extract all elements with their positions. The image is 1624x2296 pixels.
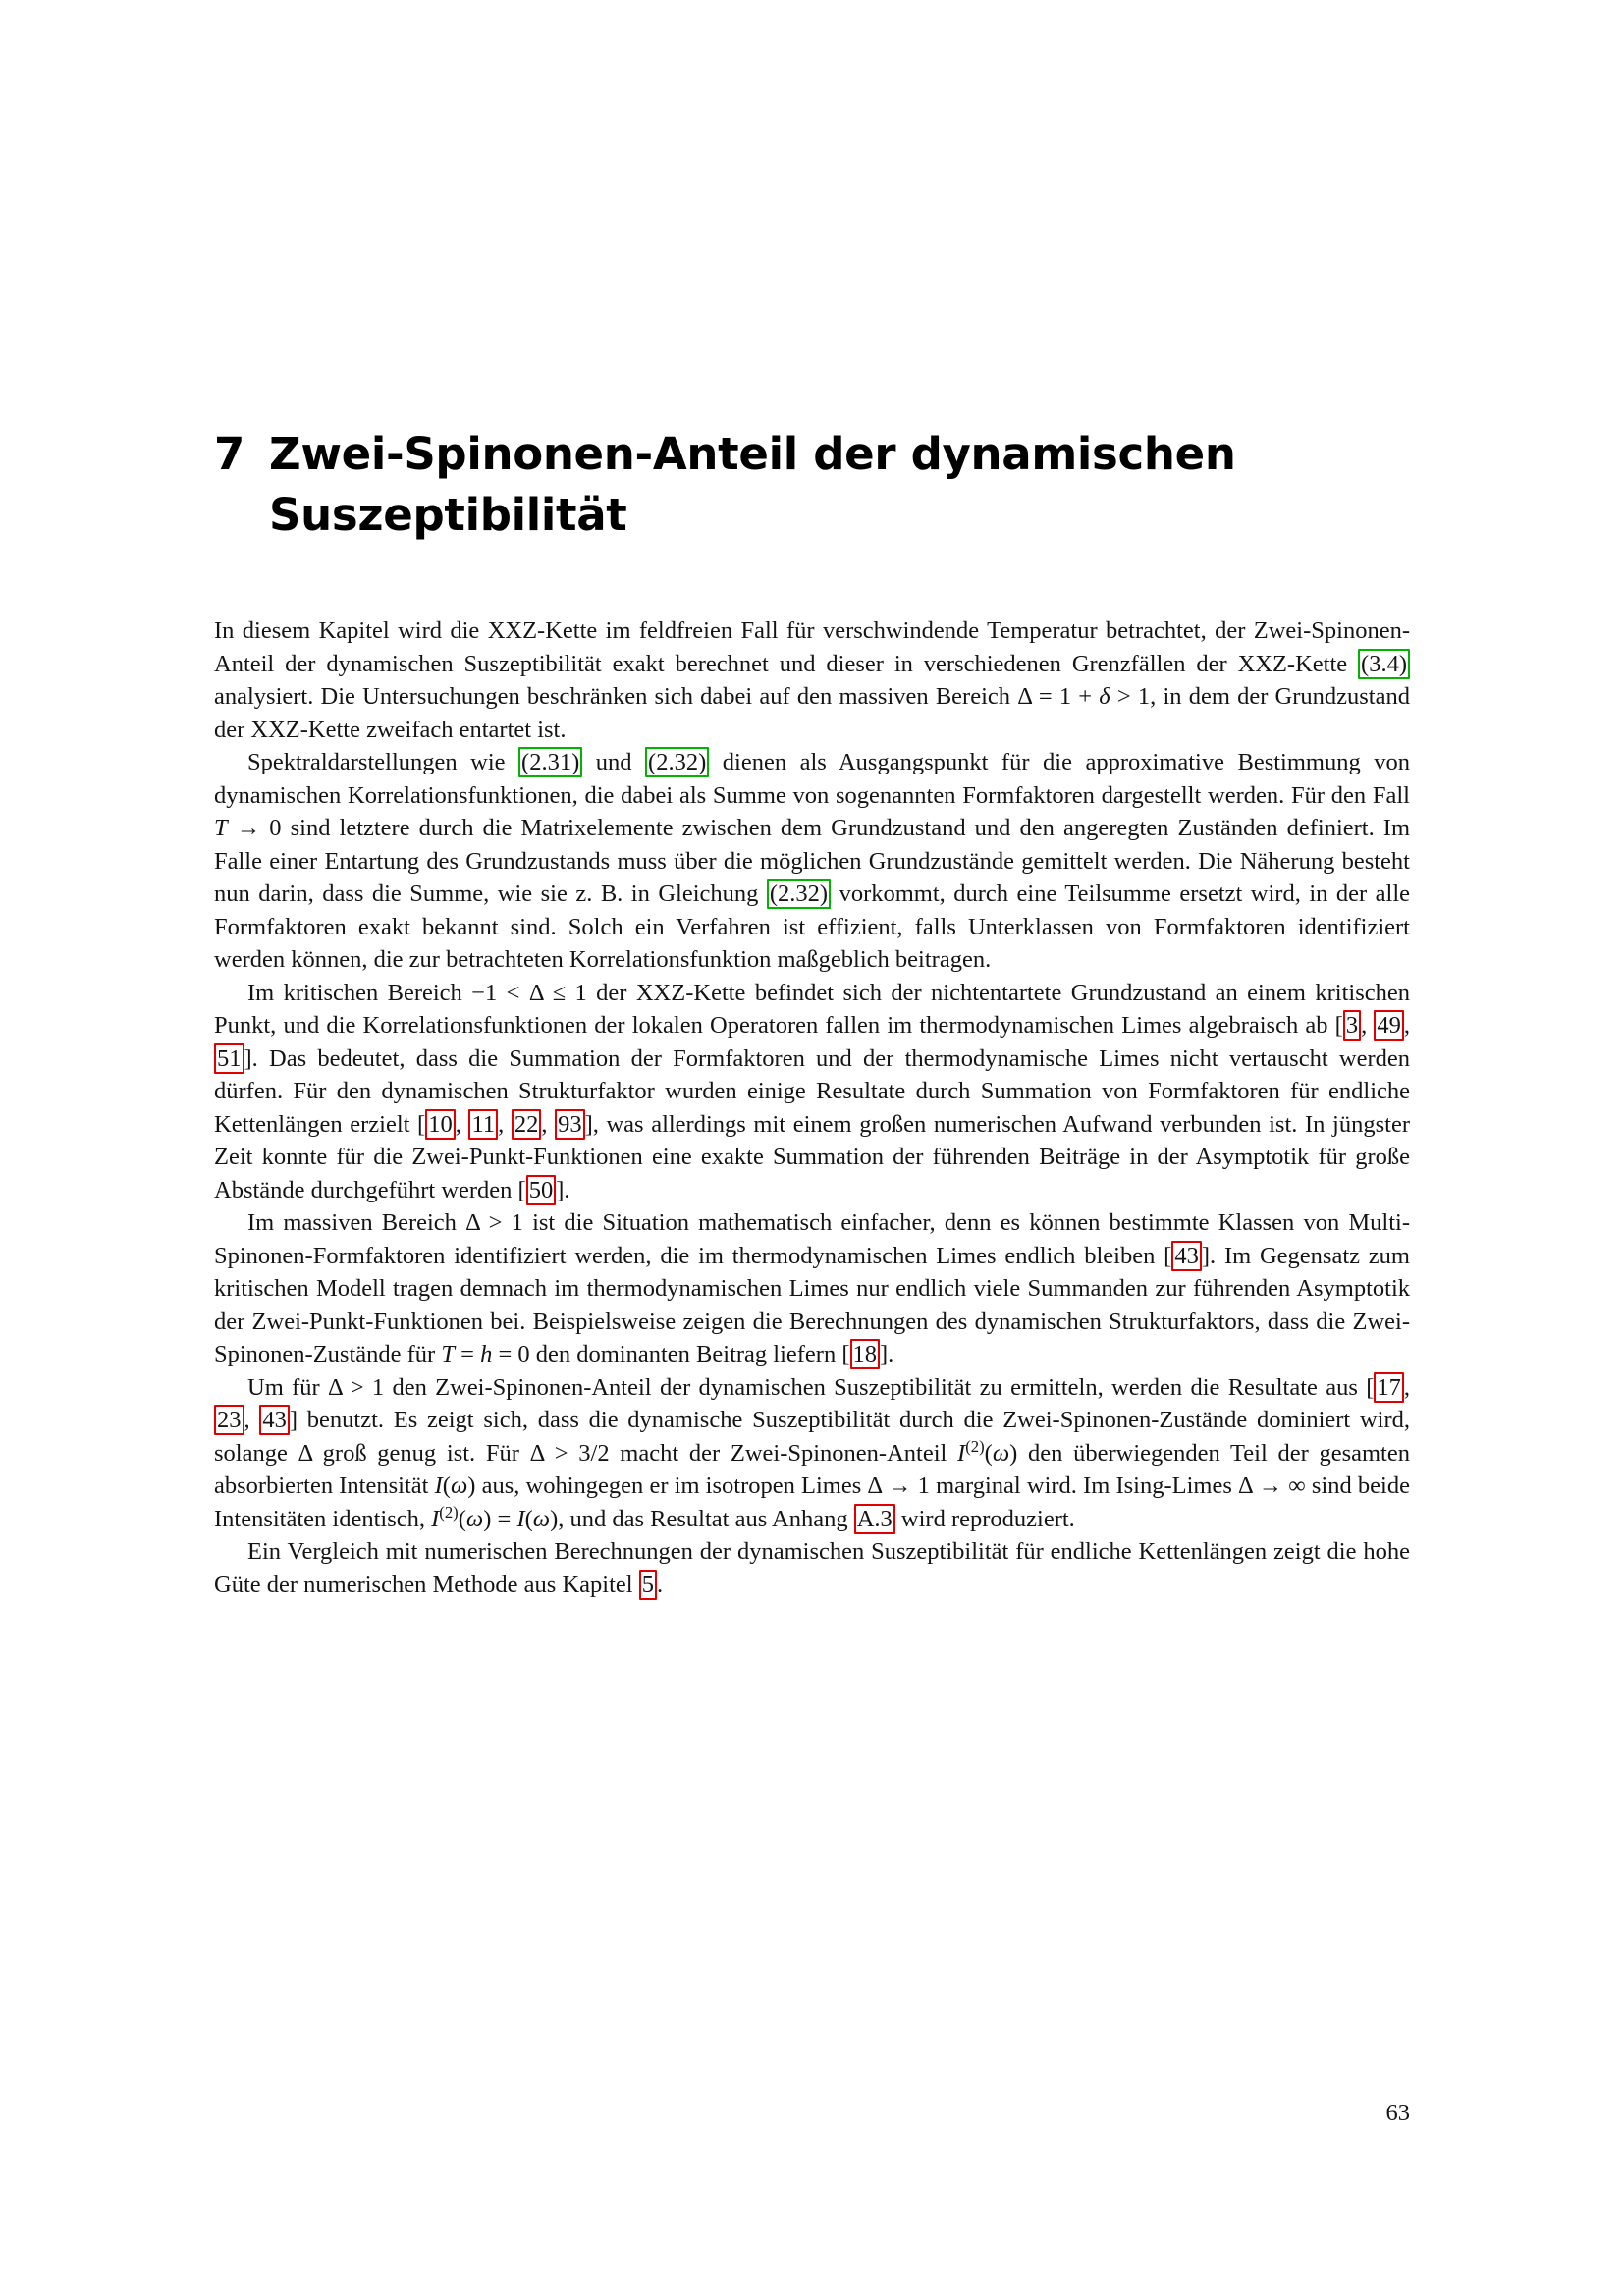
math-inline: T: [441, 1341, 455, 1368]
text-run: =: [454, 1341, 481, 1368]
math-superscript: (2): [965, 1436, 985, 1456]
math-inline: I: [516, 1505, 525, 1532]
text-run: ], was allerdings mit einem großen numerischen Aufwand verbunden ist. In jüngster Zeit konnte für die Zwei-Punkt-Funktionen eine exakte Summation der führenden Beiträge in der Asymptotik für große Abstände durchgeführt werden [: [214, 1110, 1410, 1203]
text-run: > 1, in dem der Grundzustand der XXZ-Kette zweifach entartet ist.: [214, 683, 1410, 743]
text-run: ,: [541, 1110, 556, 1138]
text-run: Um für Δ > 1 den Zwei-Spinonen-Anteil der dynamischen Suszeptibilität zu ermitteln, werden die Resultate aus [: [247, 1373, 1375, 1401]
math-inline: I: [434, 1472, 443, 1500]
math-inline: δ: [1099, 683, 1110, 711]
math-inline: ω: [992, 1439, 1010, 1467]
citation-ref-link[interactable]: 43: [1171, 1241, 1202, 1271]
text-run: ] benutzt. Es zeigt sich, dass die dynamische Suszeptibilität durch die Zwei-Spinonen-Zustände dominiert wird, solange Δ groß genug ist. Für Δ > 3/2 macht der Zwei-Spinonen-Anteil: [214, 1407, 1411, 1467]
text-run: vorkommt, durch eine Teilsumme ersetzt wird, in der alle Formfaktoren exakt bekannt sind. Solch ein Verfahren ist effizient, falls Unterklassen von Formfaktoren identifiziert werden können, die zur betrachteten Korrelationsfunktion maßgeblich beitragen.: [214, 881, 1411, 974]
math-inline: T: [214, 815, 228, 842]
paragraph-4: [214, 1206, 1410, 1371]
text-run: ,: [455, 1110, 469, 1138]
text-run: ,: [244, 1407, 260, 1434]
chapter-number: 7: [214, 428, 245, 480]
citation-ref-link[interactable]: 51: [214, 1043, 244, 1074]
paragraph-6: [214, 1535, 1410, 1601]
text-run: ]. Im Gegensatz zum kritischen Modell tragen demnach im thermodynamischen Limes nur endlich viele Summanden zur führenden Asymptotik der Zwei-Punkt-Funktionen bei. Beispielsweise zeigen die Berechnungen des dynamischen Strukturfaktors, dass die Zwei-Spinonen-Zustände für: [214, 1242, 1410, 1368]
text-run: ].: [880, 1341, 894, 1368]
citation-ref-link[interactable]: 17: [1374, 1372, 1404, 1403]
text-run: ,: [1403, 1373, 1410, 1401]
text-run: ), und das Resultat aus Anhang: [550, 1505, 854, 1532]
text-run: ,: [1403, 1012, 1411, 1040]
citation-ref-link[interactable]: 10: [425, 1109, 456, 1140]
paragraph-1: [214, 614, 1410, 746]
citation-ref-link[interactable]: 3: [1343, 1010, 1361, 1041]
text-run: ) den überwiegenden Teil der gesamten absorbierten Intensität: [214, 1439, 1410, 1500]
text-run: ].: [556, 1176, 570, 1203]
equation-ref-link[interactable]: (2.32): [645, 747, 709, 777]
text-run: → 0 sind letztere durch die Matrixelemente zwischen dem Grundzustand und den angeregten Zuständen definiert. Im Falle einer Entartung des Grundzustands muss über die möglichen Grundzustände gemittelt werden. Die Näherung besteht nun darin, dass die Summe, wie sie z. B. in Gleichung: [214, 815, 1410, 908]
text-run: ,: [498, 1110, 512, 1138]
text-run: .: [656, 1571, 664, 1598]
body-text: [214, 614, 1410, 1601]
text-run: ) aus, wohingegen er im isotropen Limes Δ → 1 marginal wird. Im Ising-Limes Δ → ∞ sind beide Intensitäten identisch,: [214, 1472, 1410, 1532]
math-superscript: (2): [439, 1502, 459, 1522]
citation-ref-link[interactable]: 5: [639, 1570, 657, 1600]
math-inline: ω: [532, 1505, 551, 1532]
paragraph-2: [214, 746, 1410, 977]
citation-ref-link[interactable]: 43: [259, 1405, 290, 1435]
equation-ref-link[interactable]: (2.31): [518, 747, 582, 777]
page-content: [214, 424, 1410, 1601]
equation-ref-link[interactable]: (3.4): [1358, 649, 1410, 679]
text-run: (: [984, 1439, 993, 1467]
text-run: (: [442, 1472, 451, 1500]
text-run: In diesem Kapitel wird die XXZ-Kette im feldfreien Fall für verschwindende Temperatur betrachtet, der Zwei-Spinonen-Anteil der dynamischen Suszeptibilität exakt berechnet und dieser in verschiedenen Grenzfällen der XXZ-Kette: [214, 617, 1410, 677]
equation-ref-link[interactable]: (2.32): [767, 879, 831, 909]
math-inline: h: [480, 1341, 493, 1368]
text-run: ]. Das bedeutet, dass die Summation der Formfaktoren und der thermodynamische Limes nicht vertauscht werden dürfen. Für den dynamischen Strukturfaktor wurden einige Resultate durch Summation von Formfaktoren für endliche Kettenlängen erzielt [: [214, 1044, 1410, 1138]
citation-ref-link[interactable]: 49: [1374, 1010, 1404, 1041]
citation-ref-link[interactable]: 50: [526, 1175, 557, 1205]
math-inline: ω: [465, 1505, 484, 1532]
paragraph-3: [214, 977, 1410, 1207]
chapter-heading: [214, 424, 1410, 546]
text-run: und: [582, 749, 646, 776]
page-number: 63: [1385, 2100, 1410, 2126]
citation-ref-link[interactable]: 23: [214, 1405, 244, 1435]
text-run: = 0 den dominanten Beitrag liefern [: [492, 1341, 850, 1368]
text-run: Im kritischen Bereich −1 < Δ ≤ 1 der XXZ-Kette befindet sich der nichtentartete Grundzustand an einem kritischen Punkt, und die Korrelationsfunktionen der lokalen Operatoren fallen im thermodynamischen Limes algebraisch ab [: [214, 979, 1410, 1040]
math-inline: ω: [450, 1472, 468, 1500]
citation-ref-link[interactable]: 93: [555, 1109, 585, 1140]
text-run: wird reproduziert.: [894, 1505, 1075, 1532]
math-inline: I: [957, 1439, 966, 1467]
text-run: Im massiven Bereich Δ > 1 ist die Situation mathematisch einfacher, denn es können bestimmte Klassen von Multi-Spinonen-Formfaktoren identifiziert werden, die im thermodynamischen Limes endlich bleiben [: [214, 1209, 1410, 1269]
text-run: Spektraldarstellungen wie: [247, 749, 519, 776]
citation-ref-link[interactable]: 22: [512, 1109, 542, 1140]
text-run: (: [458, 1505, 466, 1532]
paragraph-5: [214, 1371, 1410, 1536]
chapter-title: Zwei-Spinonen-Anteil der dynamischen Suszeptibilität: [269, 428, 1236, 542]
text-run: (: [524, 1505, 533, 1532]
text-run: Ein Vergleich mit numerischen Berechnungen der dynamischen Suszeptibilität für endliche Kettenlängen zeigt die hohe Güte der numerischen Methode aus Kapitel: [214, 1538, 1410, 1598]
text-run: dienen als Ausgangspunkt für die approximative Bestimmung von dynamischen Korrelationsfunktionen, die dabei als Summe von sogenannten Formfaktoren dargestellt werden. Für den Fall: [214, 749, 1410, 809]
citation-ref-link[interactable]: 18: [850, 1339, 881, 1369]
text-run: ) =: [483, 1505, 517, 1532]
citation-ref-link[interactable]: 11: [468, 1109, 498, 1140]
text-run: analysiert. Die Untersuchungen beschränken sich dabei auf den massiven Bereich Δ = 1 +: [214, 683, 1100, 711]
text-run: ,: [1361, 1012, 1375, 1040]
math-inline: I: [431, 1505, 440, 1532]
citation-ref-link[interactable]: A.3: [854, 1504, 895, 1534]
